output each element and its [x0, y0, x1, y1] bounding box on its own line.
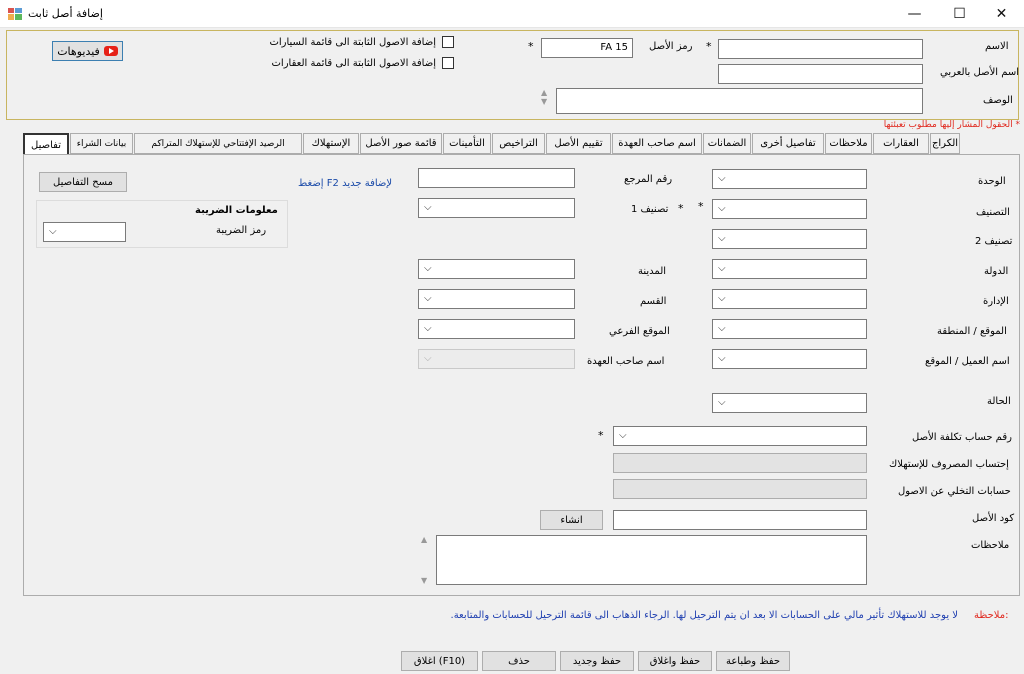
customer-location-select[interactable]: [712, 349, 867, 369]
city-select[interactable]: [418, 259, 575, 279]
generate-button[interactable]: انشاء: [540, 510, 603, 530]
note-text: لا يوجد للاستهلاك تأثير مالي على الحسابات الا بعد ان يتم الترحيل لها. الرجاء الذهاب الى قائمة الترحيل للحسابات والمتابعة.: [450, 610, 958, 621]
notes-textarea[interactable]: [436, 535, 867, 585]
name-label: الاسم: [985, 41, 1009, 52]
add-to-realestate-checkbox[interactable]: [442, 57, 454, 69]
category2-label: تصنيف 2: [975, 236, 1013, 247]
required-star: *: [706, 40, 712, 53]
chevron-down-icon: ⌵: [718, 293, 726, 304]
required-note: [860, 120, 1020, 130]
tab-asset-images[interactable]: قائمة صور الأصل: [360, 133, 442, 154]
section-select[interactable]: [418, 289, 575, 309]
required-star: *: [598, 429, 604, 442]
tab-depreciation[interactable]: الإستهلاك: [303, 133, 359, 154]
chevron-down-icon: ⌵: [424, 293, 432, 304]
customer-location-label: اسم العميل / الموقع: [925, 356, 1010, 367]
custodian-select: [418, 349, 575, 369]
chevron-down-icon: ⌵: [424, 353, 432, 364]
asset-code-label: رمز الأصل: [649, 41, 693, 52]
notes-scrollbar[interactable]: [421, 535, 435, 585]
app-icon: [8, 7, 22, 21]
delete-button[interactable]: حذف: [482, 651, 556, 671]
tab-realestate[interactable]: العقارات: [873, 133, 929, 154]
chevron-down-icon: ⌵: [718, 353, 726, 364]
unit-select[interactable]: [712, 169, 867, 189]
asset-code-field-label: كود الأصل: [972, 513, 1015, 524]
close-window-button[interactable]: [979, 0, 1024, 28]
description-label: الوصف: [983, 95, 1013, 106]
admin-label: الإدارة: [983, 296, 1009, 307]
maximize-button[interactable]: [937, 0, 982, 28]
notes-label: ملاحظات: [971, 540, 1010, 551]
category2-select[interactable]: [712, 229, 867, 249]
required-note-star: *: [1015, 120, 1020, 130]
save-close-button[interactable]: حفظ واغلاق: [638, 651, 712, 671]
tab-garage[interactable]: الكراج: [930, 133, 960, 154]
add-to-realestate-label: إضافة الاصول الثابتة الى قائمة العقارات: [271, 58, 436, 69]
tab-opening-balance[interactable]: الرصيد الإفتتاحي للإستهلاك المتراكم: [134, 133, 302, 154]
chevron-down-icon: ⌵: [424, 323, 432, 334]
scroll-down-icon: ▼: [421, 576, 428, 585]
chevron-down-icon: ⌵: [718, 233, 726, 244]
clear-details-button[interactable]: مسح التفاصيل: [39, 172, 127, 192]
location-area-label: الموقع / المنطقة: [937, 326, 1007, 337]
videos-label: فيديوهات: [57, 44, 100, 58]
tax-info-title: معلومات الضريبة: [195, 205, 278, 216]
minimize-button[interactable]: [892, 0, 937, 28]
maximize-icon: ☐: [953, 6, 966, 22]
chevron-down-icon: ⌵: [619, 430, 627, 441]
category-label: التصنيف: [976, 207, 1010, 218]
country-label: الدولة: [984, 266, 1009, 277]
cost-account-label: رقم حساب تكلفة الأصل: [912, 432, 1012, 443]
window-titlebar: [0, 0, 1024, 28]
sublocation-label: الموقع الفرعي: [609, 326, 670, 337]
save-print-button[interactable]: حفظ وطباعة: [716, 651, 790, 671]
tax-code-label: رمز الضريبة: [216, 225, 267, 236]
tab-insurance[interactable]: التأمينات: [443, 133, 491, 154]
tab-details[interactable]: تفاصيل: [23, 133, 69, 155]
sublocation-select[interactable]: [418, 319, 575, 339]
asset-code-field-input[interactable]: [613, 510, 867, 530]
disposal-accounts-input: [613, 479, 867, 499]
scroll-down-icon: ▼: [541, 97, 548, 106]
tab-other-details[interactable]: تفاصيل أخرى: [752, 133, 824, 154]
tab-warranties[interactable]: الضمانات: [703, 133, 751, 154]
window-title: إضافة أصل ثابت: [28, 7, 103, 20]
chevron-down-icon: ⌵: [718, 323, 726, 334]
videos-button[interactable]: [52, 41, 123, 61]
category-select[interactable]: [712, 199, 867, 219]
category1-select[interactable]: [418, 198, 575, 218]
required-star: *: [678, 202, 684, 215]
close-icon: ✕: [995, 6, 1008, 22]
name-input[interactable]: [718, 39, 923, 59]
disposal-accounts-label: حسابات التخلي عن الاصول: [898, 486, 1011, 497]
chevron-down-icon: ⌵: [718, 203, 726, 214]
required-note-text: الحقول المشار إليها مطلوب تعبئتها: [883, 120, 1013, 130]
admin-select[interactable]: [712, 289, 867, 309]
custodian-label: اسم صاحب العهدة: [587, 356, 665, 367]
required-star: *: [698, 200, 704, 213]
chevron-down-icon: ⌵: [424, 202, 432, 213]
chevron-down-icon: ⌵: [718, 263, 726, 274]
asset-code-input[interactable]: FA 15: [541, 38, 633, 58]
description-scrollbar[interactable]: [541, 88, 555, 114]
location-area-select[interactable]: [712, 319, 867, 339]
note-label: ملاحظة:: [974, 610, 1009, 621]
cost-account-select[interactable]: [613, 426, 867, 446]
depreciation-expense-input: [613, 453, 867, 473]
minimize-icon: —: [907, 6, 922, 22]
tax-code-select[interactable]: [43, 222, 126, 242]
arabic-name-label: اسم الأصل بالعربي: [940, 67, 1020, 78]
tab-asset-valuation[interactable]: تقييم الأصل: [546, 133, 611, 154]
tab-purchase-data[interactable]: بيانات الشراء: [70, 133, 133, 154]
chevron-down-icon: ⌵: [718, 397, 726, 408]
tab-notes[interactable]: ملاحظات: [825, 133, 872, 154]
chevron-down-icon: ⌵: [49, 226, 57, 237]
chevron-down-icon: ⌵: [424, 263, 432, 274]
required-star: *: [528, 40, 534, 53]
unit-label: الوحدة: [978, 176, 1006, 187]
reference-input[interactable]: [418, 168, 575, 188]
scroll-up-icon: ▲: [541, 88, 548, 97]
add-to-cars-checkbox[interactable]: [442, 36, 454, 48]
description-textarea[interactable]: [556, 88, 923, 114]
close-button[interactable]: اغلاق (F10): [401, 651, 478, 671]
add-to-cars-label: إضافة الاصول الثابتة الى قائمة السيارات: [269, 37, 436, 48]
status-select[interactable]: [712, 393, 867, 413]
country-select[interactable]: [712, 259, 867, 279]
reference-label: رقم المرجع: [624, 174, 673, 185]
depreciation-expense-label: إحتساب المصروف للإستهلاك: [889, 459, 1009, 470]
category1-label: تصنيف 1: [631, 204, 669, 215]
tab-custodian[interactable]: اسم صاحب العهدة: [612, 133, 702, 154]
youtube-icon: [104, 46, 118, 56]
city-label: المدينة: [638, 266, 667, 277]
tab-licenses[interactable]: التراخيص: [492, 133, 545, 154]
chevron-down-icon: ⌵: [718, 173, 726, 184]
scroll-up-icon: ▲: [421, 535, 428, 544]
status-label: الحالة: [987, 396, 1011, 407]
save-new-button[interactable]: حفظ وجديد: [560, 651, 634, 671]
arabic-name-input[interactable]: [718, 64, 923, 84]
section-label: القسم: [640, 296, 667, 307]
f2-hint: إضغط F2 لإضافة جديد: [298, 178, 393, 189]
